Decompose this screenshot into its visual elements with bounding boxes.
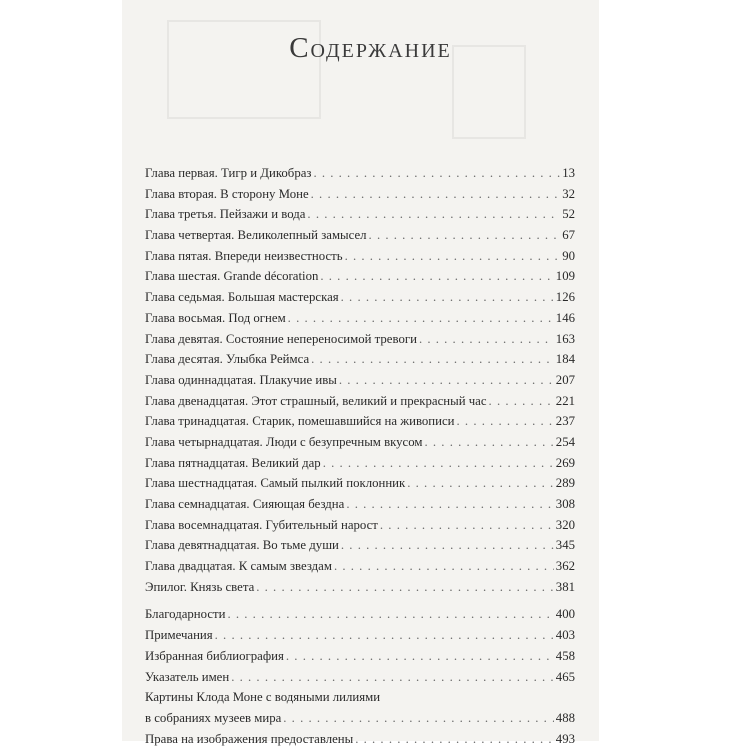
toc-entry-title: Глава одиннадцатая. Плакучие ивы bbox=[145, 372, 337, 387]
toc-entry-page: 289 bbox=[555, 476, 575, 491]
toc-entry-title: Глава восьмая. Под огнем bbox=[145, 310, 286, 325]
toc-entry bbox=[145, 370, 575, 391]
toc-entry bbox=[145, 577, 575, 598]
toc-entry-page: 109 bbox=[555, 269, 575, 284]
toc-entry-page: 13 bbox=[562, 166, 575, 180]
toc-entry-title: Глава вторая. В сторону Моне bbox=[145, 186, 309, 201]
toc-entry-title: Глава пятнадцатая. Великий дар bbox=[145, 455, 321, 470]
toc-entry-title: Глава девятнадцатая. Во тьме души bbox=[145, 538, 339, 553]
toc-entry-title: Глава восемнадцатая. Губительный нарост bbox=[145, 517, 378, 532]
toc-entry bbox=[145, 225, 575, 246]
leader-dots bbox=[380, 515, 554, 536]
leader-dots bbox=[419, 329, 554, 350]
leader-dots bbox=[215, 625, 554, 646]
toc-entry bbox=[145, 204, 575, 225]
leader-dots bbox=[425, 432, 554, 453]
toc-entry bbox=[145, 163, 575, 184]
toc-entry bbox=[145, 604, 575, 625]
toc-entry-page: 362 bbox=[555, 559, 575, 574]
leader-dots bbox=[283, 708, 554, 729]
toc-entry-page: 32 bbox=[562, 186, 575, 201]
toc-entry-page: 237 bbox=[555, 414, 575, 429]
toc-entry-page: 320 bbox=[555, 517, 575, 532]
toc-entry bbox=[145, 556, 575, 577]
leader-dots bbox=[307, 204, 560, 225]
toc-entry-page: 207 bbox=[555, 372, 575, 387]
toc-entry-page: 493 bbox=[555, 731, 575, 746]
toc-entry bbox=[145, 535, 575, 556]
toc-entry-title: Глава семнадцатая. Сияющая бездна bbox=[145, 497, 345, 511]
toc-entry-page: 269 bbox=[555, 455, 575, 470]
toc-entry-page: 308 bbox=[555, 497, 575, 511]
back-matter-list bbox=[145, 604, 575, 687]
toc-entry-page: 163 bbox=[555, 331, 575, 346]
toc-entry-page: 146 bbox=[555, 310, 575, 325]
toc-entry-page: 254 bbox=[555, 434, 575, 449]
toc-entry bbox=[145, 411, 575, 432]
leader-dots bbox=[334, 556, 554, 577]
leader-dots bbox=[288, 308, 554, 329]
table-of-contents bbox=[145, 163, 575, 749]
toc-entry-title: Глава двадцатая. К самым звездам bbox=[145, 559, 332, 574]
leader-dots bbox=[457, 411, 554, 432]
toc-entry-title: Эпилог. Князь света bbox=[145, 579, 255, 594]
leader-dots bbox=[341, 535, 554, 556]
toc-entry bbox=[145, 287, 575, 308]
toc-entry-page: 52 bbox=[562, 207, 575, 222]
toc-entry bbox=[145, 453, 575, 474]
toc-entry bbox=[145, 667, 575, 688]
leader-dots bbox=[313, 163, 560, 184]
toc-entry-page: 67 bbox=[562, 228, 575, 243]
leader-dots bbox=[286, 646, 554, 667]
toc-entry-page: 126 bbox=[555, 290, 575, 305]
toc-entry bbox=[145, 494, 575, 515]
toc-entry-title: Избранная библиография bbox=[145, 648, 284, 663]
toc-entry bbox=[145, 473, 575, 494]
toc-entry-credits bbox=[145, 729, 575, 749]
toc-entry-title: Глава десятая. Улыбка Реймса bbox=[145, 352, 310, 367]
leader-dots bbox=[311, 184, 561, 205]
toc-entry-title: Глава двенадцатая. Этот страшный, великий и прекрасный час bbox=[145, 393, 487, 408]
leader-dots bbox=[231, 667, 554, 688]
toc-entry-page: 400 bbox=[555, 607, 575, 622]
toc-entry-title: Глава четвертая. Великолепный замысел bbox=[145, 228, 367, 243]
toc-entry bbox=[145, 349, 575, 370]
toc-entry-title: Картины Клода Моне с водяными лилиями bbox=[145, 690, 381, 705]
leader-dots bbox=[489, 391, 554, 412]
leader-dots bbox=[346, 494, 553, 515]
toc-entry bbox=[145, 625, 575, 646]
leader-dots bbox=[339, 370, 554, 391]
toc-entry-title: Права на изображения предоставлены bbox=[145, 731, 354, 746]
toc-entry-page: 184 bbox=[555, 352, 575, 367]
toc-entry bbox=[145, 246, 575, 267]
leader-dots bbox=[227, 604, 553, 625]
leader-dots bbox=[407, 473, 554, 494]
toc-entry bbox=[145, 329, 575, 350]
toc-entry-paintings bbox=[145, 687, 575, 728]
toc-entry-title: Глава девятая. Состояние непереносимой тревоги bbox=[145, 331, 417, 346]
leader-dots bbox=[320, 266, 553, 287]
toc-entry-title: в собраниях музеев мира bbox=[145, 710, 282, 725]
toc-entry bbox=[145, 184, 575, 205]
toc-entry-title: Глава пятая. Впереди неизвестность bbox=[145, 248, 343, 263]
leader-dots bbox=[341, 287, 554, 308]
toc-entry-title: Глава четырнадцатая. Люди с безупречным вкусом bbox=[145, 434, 423, 449]
toc-entry-page: 403 bbox=[555, 628, 575, 643]
toc-entry-page: 458 bbox=[555, 648, 575, 663]
toc-entry-title: Глава шестая. Grande décoration bbox=[145, 269, 319, 284]
toc-entry-title: Примечания bbox=[145, 628, 213, 643]
toc-entry bbox=[145, 646, 575, 667]
leader-dots bbox=[256, 577, 554, 598]
toc-entry-page: 90 bbox=[562, 248, 575, 263]
leader-dots bbox=[369, 225, 561, 246]
toc-entry-title: Глава первая. Тигр и Дикобраз bbox=[145, 166, 312, 180]
toc-entry bbox=[145, 432, 575, 453]
toc-entry-title: Указатель имен bbox=[145, 669, 230, 684]
toc-entry-title: Благодарности bbox=[145, 607, 226, 622]
leader-dots bbox=[355, 729, 554, 749]
toc-entry-page: 488 bbox=[555, 710, 575, 725]
leader-dots bbox=[323, 453, 554, 474]
page-title: Содержание bbox=[289, 32, 452, 64]
leader-dots bbox=[345, 246, 561, 267]
toc-entry-title: Глава седьмая. Большая мастерская bbox=[145, 290, 339, 305]
toc-entry bbox=[145, 266, 575, 287]
toc-entry-title: Глава тринадцатая. Старик, помешавшийся на живописи bbox=[145, 414, 455, 429]
leader-dots bbox=[311, 349, 554, 370]
toc-entry-title: Глава третья. Пейзажи и вода bbox=[145, 207, 306, 222]
toc-entry-page: 381 bbox=[555, 579, 575, 594]
toc-entry bbox=[145, 515, 575, 536]
chapter-list bbox=[145, 163, 575, 597]
toc-entry bbox=[145, 391, 575, 412]
toc-entry bbox=[145, 308, 575, 329]
toc-entry-page: 465 bbox=[555, 669, 575, 684]
toc-entry-title: Глава шестнадцатая. Самый пылкий поклонник bbox=[145, 476, 406, 491]
toc-entry-page: 345 bbox=[555, 538, 575, 553]
toc-entry-page: 221 bbox=[555, 393, 575, 408]
